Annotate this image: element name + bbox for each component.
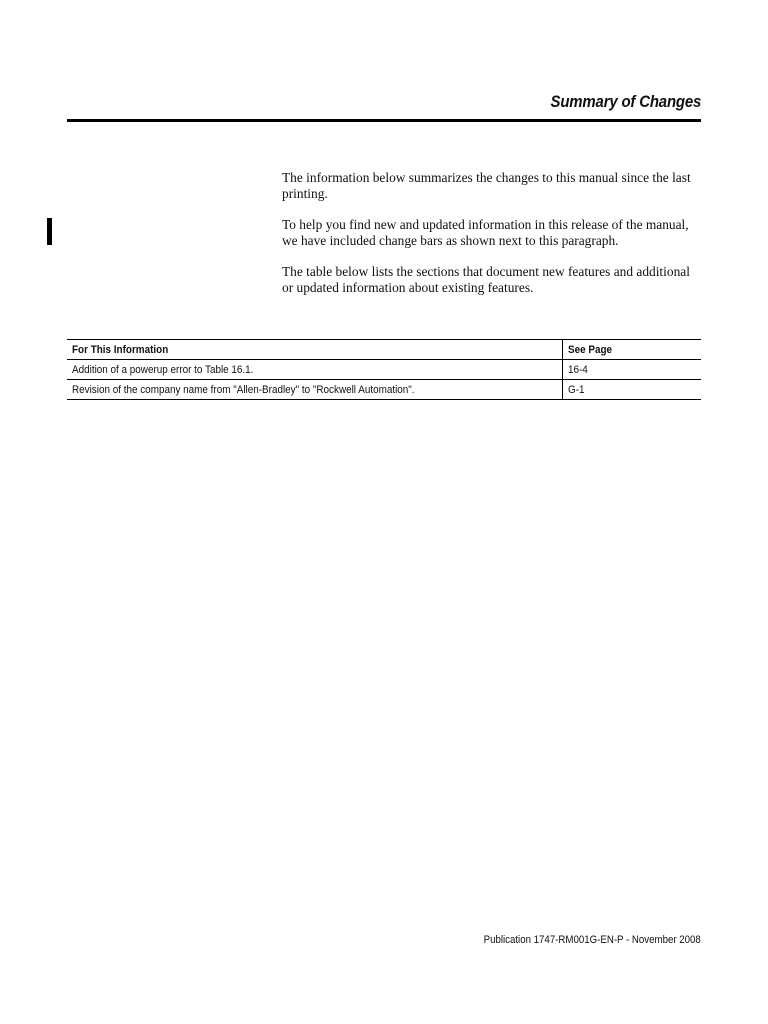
table-row (67, 360, 701, 380)
publication-footer: Publication 1747-RM001G-EN-P - November 2008 (483, 934, 701, 946)
column-header-information: For This Information (67, 340, 563, 360)
table-header-row (67, 340, 701, 360)
changes-table (67, 339, 701, 400)
page-title: Summary of Changes (550, 92, 701, 111)
table-cell-information: Addition of a powerup error to Table 16.1. (67, 360, 563, 380)
table-cell-information: Revision of the company name from "Allen-Bradley" to "Rockwell Automation". (67, 380, 563, 400)
intro-paragraph-change-bars: To help you find new and updated information in this release of the manual, we have included change bars as shown next to this paragraph. (282, 217, 689, 248)
intro-text (282, 170, 702, 311)
table-cell-page: 16-4 (568, 363, 588, 376)
change-bar (47, 218, 52, 245)
table-row (67, 380, 701, 400)
intro-paragraph-table-note: The table below lists the sections that document new features and additional or updated information about existing features. (282, 264, 690, 295)
table-cell-page: G-1 (568, 383, 585, 396)
heading-rule (67, 119, 701, 122)
intro-paragraph-summary: The information below summarizes the changes to this manual since the last printing. (282, 170, 691, 201)
column-header-page: See Page (568, 343, 613, 356)
